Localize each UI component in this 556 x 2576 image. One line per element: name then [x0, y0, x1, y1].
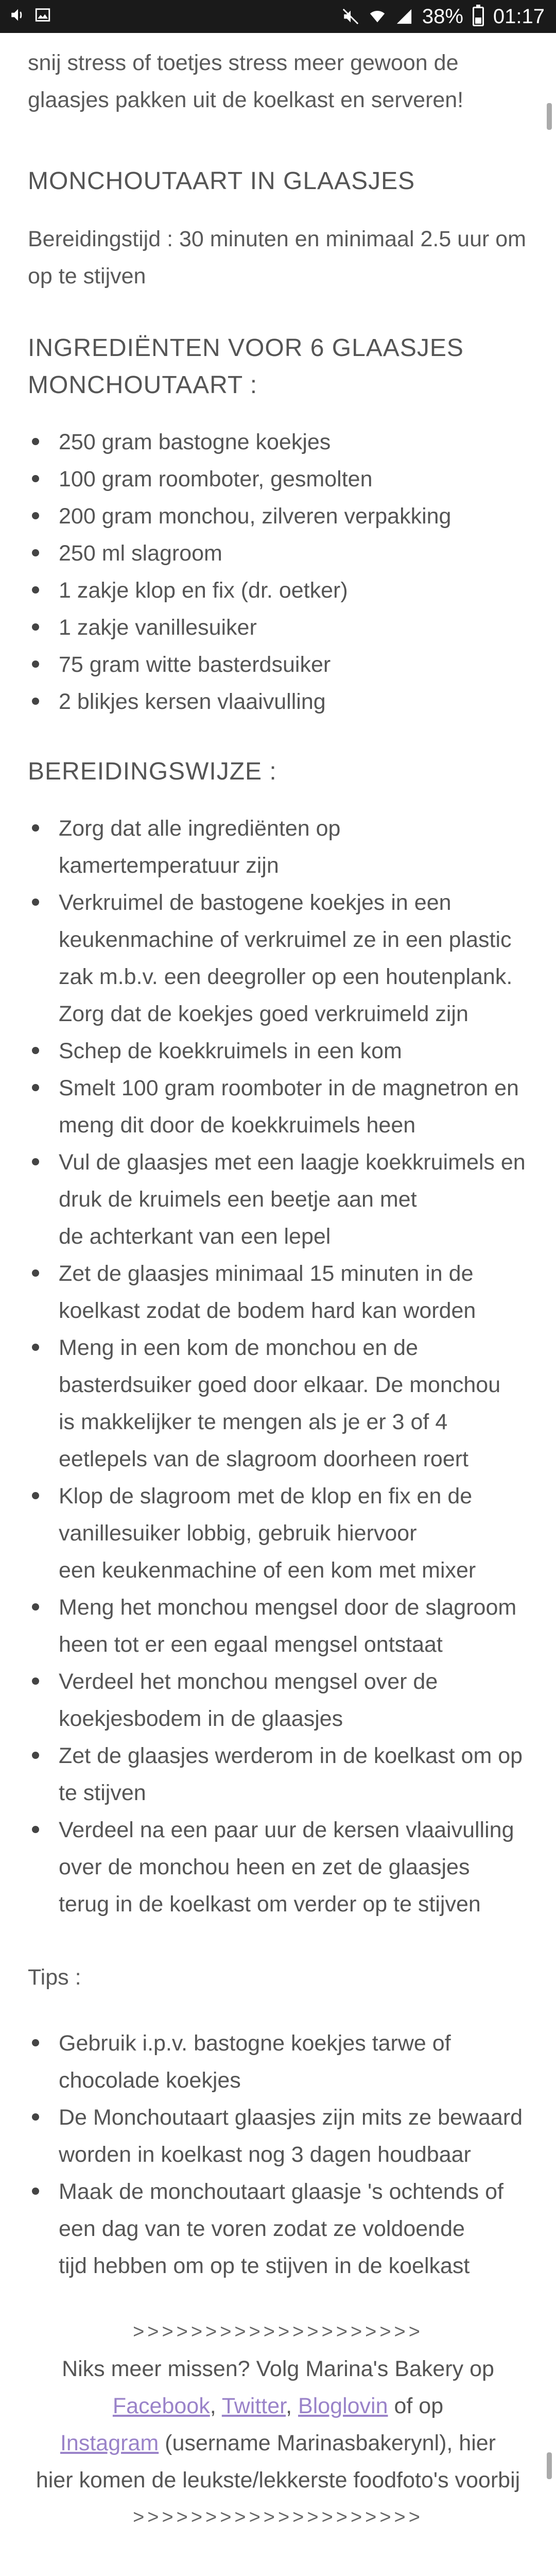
tip-item-text: worden in koelkast nog 3 dagen houdbaar [59, 2142, 471, 2167]
method-step-text: over de monchou heen en zet de glaasjes [59, 1855, 470, 1879]
ingredient-item-text: 100 gram roomboter, gesmolten [59, 467, 373, 492]
ingredients-heading: INGREDIËNTEN VOOR 6 GLAASJES MONCHOUTAART : [28, 334, 464, 399]
method-step-text: keukenmachine of verkruimel ze in een plastic [59, 927, 512, 952]
method-step-text: Verdeel het monchou mengsel over de [59, 1669, 438, 1694]
intro-text: snij stress of toetjes stress meer gewoon de glaasjes pakken uit de koelkast en serveren! [28, 50, 464, 112]
tip-item-text: Maak de monchoutaart glaasje 's ochtends of [59, 2179, 503, 2204]
clock: 01:17 [493, 5, 545, 28]
follow-line-2: Facebook, Twitter, Bloglovin of op [112, 2394, 444, 2418]
ingredient-item [28, 423, 528, 461]
ingredient-item-text: 1 zakje klop en fix (dr. oetker) [59, 578, 348, 603]
method-step-text: Zorg dat alle ingrediënten op [59, 816, 341, 841]
of-op-text: of op [394, 2394, 444, 2418]
recipe-title: MONCHOUTAART IN GLAASJES [28, 167, 415, 195]
arrow-divider-bottom: >>>>>>>>>>>>>>>>>>>> [133, 2506, 423, 2528]
method-step-text: Klop de slagroom met de klop en fix en de [59, 1484, 473, 1509]
method-step [28, 1663, 528, 1737]
method-step [28, 1811, 528, 1923]
ingredient-item [28, 646, 528, 683]
ingredient-item-text: 2 blikjes kersen vlaaivulling [59, 689, 326, 714]
method-steps-list [28, 810, 528, 1923]
method-step-text: Zet de glaasjes minimaal 15 minuten in de [59, 1261, 474, 1286]
method-step-text: Verdeel na een paar uur de kersen vlaaivulling [59, 1818, 514, 1842]
method-step-text: Smelt 100 gram roomboter in de magnetron en [59, 1076, 519, 1100]
prep-time: Bereidingstijd : 30 minuten en minimaal 2.5 uur om op te stijven [28, 227, 527, 289]
method-step-text: Meng het monchou mengsel door de slagroom [59, 1595, 517, 1620]
tip-item-text: chocolade koekjes [59, 2068, 241, 2093]
method-step-text: een keukenmachine of een kom met mixer [59, 1558, 476, 1583]
twitter-link[interactable]: Twitter [221, 2394, 286, 2418]
method-step-text: terug in de koelkast om verder op te stijven [59, 1892, 481, 1917]
method-step-text: basterdsuiker goed door elkaar. De monchou [59, 1372, 501, 1397]
method-step [28, 1478, 528, 1589]
ingredient-item-text: 250 gram bastogne koekjes [59, 430, 331, 454]
wifi-icon [369, 8, 386, 25]
method-step-text: Vul de glaasjes met een laagje koekkruimels en [59, 1150, 526, 1175]
ingredient-item-text: 200 gram monchou, zilveren verpakking [59, 504, 451, 529]
mute-icon [342, 8, 359, 25]
tips-list [28, 2025, 528, 2284]
method-heading: BEREIDINGSWIJZE : [28, 758, 277, 785]
tip-item-text: tijd hebben om op te stijven in de koelkast [59, 2253, 470, 2278]
ingredient-item [28, 572, 528, 609]
volume-icon [9, 6, 27, 24]
ingredient-item [28, 535, 528, 572]
tip-item-text: De Monchoutaart glaasjes zijn mits ze bewaard [59, 2105, 523, 2130]
method-step-text: eetlepels van de slagroom doorheen roert [59, 1447, 469, 1471]
ingredient-item [28, 498, 528, 535]
ingredients-list [28, 423, 528, 720]
method-step-text: druk de kruimels een beetje aan met [59, 1187, 417, 1212]
method-step-text: heen tot er een egaal mengsel ontstaat [59, 1632, 443, 1657]
status-bar [0, 0, 556, 33]
method-step [28, 1070, 528, 1144]
method-step-text: te stijven [59, 1781, 146, 1805]
tip-item [28, 2025, 528, 2099]
ingredient-item-text: 75 gram witte basterdsuiker [59, 652, 331, 677]
method-step [28, 1737, 528, 1811]
ingredient-item [28, 683, 528, 720]
tip-item-text: een dag van te voren zodat ze voldoende [59, 2216, 465, 2241]
method-step-text: Zorg dat de koekjes goed verkruimeld zijn [59, 1002, 468, 1026]
follow-line-3 [28, 2425, 528, 2462]
method-step [28, 1589, 528, 1663]
method-step [28, 1255, 528, 1329]
method-step-text: is makkelijker te mengen als je er 3 of 4 [59, 1410, 448, 1434]
method-step-text: meng dit door de koekkruimels heen [59, 1113, 416, 1138]
tips-heading: Tips : [28, 1965, 81, 1990]
method-step-text: vanillesuiker lobbig, gebruik hiervoor [59, 1521, 417, 1546]
ingredient-item-text: 250 ml slagroom [59, 541, 222, 566]
instagram-username: (username Marinasbakerynl), hier [165, 2431, 496, 2455]
instagram-link[interactable]: Instagram [60, 2431, 159, 2455]
method-step-text: Meng in een kom de monchou en de [59, 1335, 419, 1360]
method-step [28, 1329, 528, 1478]
method-step [28, 1032, 528, 1070]
tip-item [28, 2173, 528, 2284]
scrollbar-thumb[interactable] [547, 2452, 552, 2479]
method-step-text: Schep de koekkruimels in een kom [59, 1039, 402, 1063]
scrollbar-thumb-top[interactable] [547, 103, 552, 130]
battery-icon [473, 7, 484, 26]
method-step [28, 884, 528, 1032]
article-content [28, 33, 528, 2536]
tip-item [28, 2099, 528, 2173]
follow-section [28, 2313, 528, 2536]
ingredient-item-text: 1 zakje vanillesuiker [59, 615, 257, 640]
gallery-icon [34, 6, 51, 24]
method-step-text: koekjesbodem in de glaasjes [59, 1706, 343, 1731]
method-step [28, 1144, 528, 1255]
method-step-text: kamertemperatuur zijn [59, 853, 279, 878]
method-step-text: Zet de glaasjes werderom in de koelkast om op [59, 1743, 523, 1768]
method-step [28, 810, 528, 884]
tip-item-text: Gebruik i.p.v. bastogne koekjes tarwe of [59, 2031, 451, 2056]
method-step-text: de achterkant van een lepel [59, 1224, 331, 1249]
ingredient-item [28, 609, 528, 646]
follow-line-1: Niks meer missen? Volg Marina's Bakery op [62, 2357, 494, 2381]
method-step-text: zak m.b.v. een deegroller op een houtenplank. [59, 964, 513, 989]
follow-line-4: hier komen de leukste/lekkerste foodfoto's voorbij [36, 2468, 520, 2493]
method-step-text: Verkruimel de bastogene koekjes in een [59, 890, 451, 915]
method-step-text: koelkast zodat de bodem hard kan worden [59, 1298, 476, 1323]
facebook-link[interactable]: Facebook [112, 2394, 210, 2418]
bloglovin-link[interactable]: Bloglovin [298, 2394, 388, 2418]
signal-icon [395, 8, 413, 25]
ingredient-item [28, 461, 528, 498]
battery-percent: 38% [422, 5, 463, 28]
arrow-divider-top: >>>>>>>>>>>>>>>>>>>> [133, 2321, 423, 2343]
